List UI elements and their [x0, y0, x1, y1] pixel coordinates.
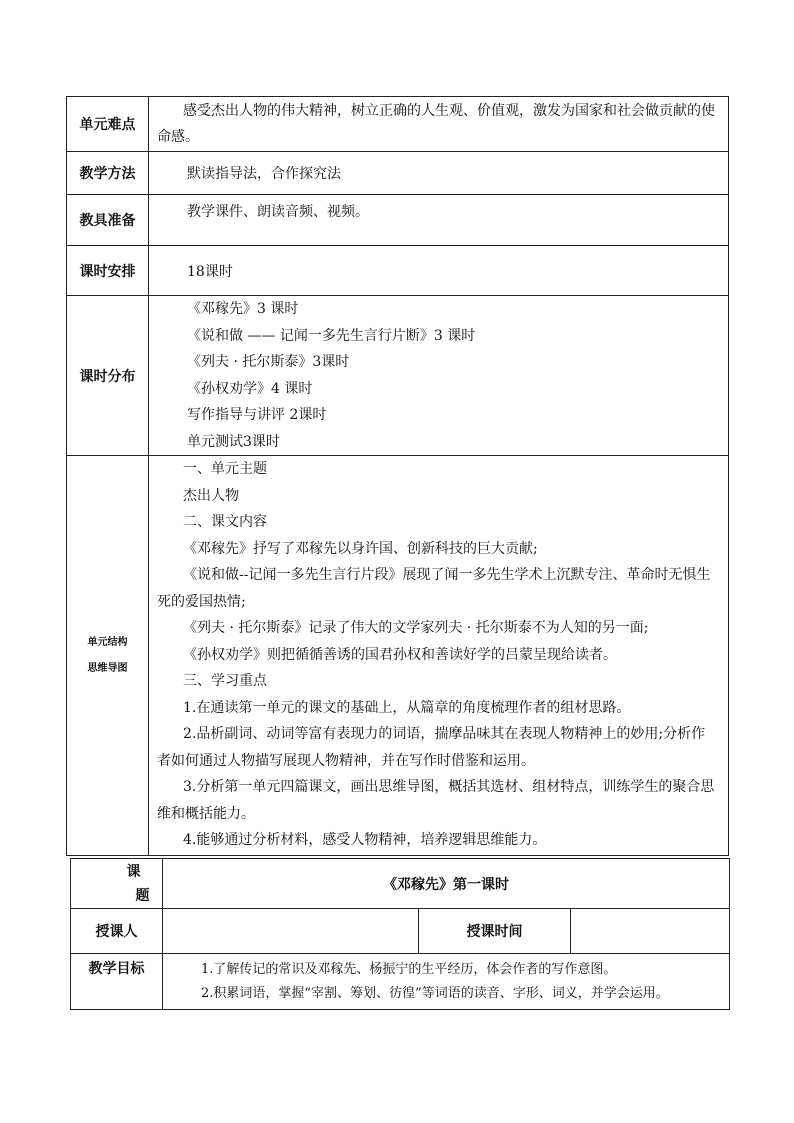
value-distribution	[149, 296, 729, 456]
label-time: 授课时间	[419, 909, 571, 954]
struct-point-4: 4.能够通过分析材料，感受人物精神，培养逻辑思维能力。	[183, 832, 547, 848]
row-distribution	[67, 296, 729, 456]
label-structure-line-2: 思维导图	[87, 662, 128, 674]
struct-text-1: 《邓稼先》抒写了邓稼先以身许国、创新科技的巨大贡献;	[183, 540, 538, 557]
struct-point-1: 1.在通读第一单元的课文的基础上，从篇章的角度梳理作者的组材思路。	[183, 699, 631, 716]
struct-text-3: 《列夫 · 托尔斯泰》记录了伟大的文学家列夫 · 托尔斯泰不为人知的另一面;	[183, 620, 649, 636]
label-structure-line-1: 单元结构	[87, 636, 128, 648]
dist-line-6: 单元测试3课时	[187, 433, 280, 450]
label-topic-2: 题	[135, 887, 150, 904]
label-method: 教学方法	[67, 152, 149, 195]
value-topic: 《邓稼先》第一课时	[163, 859, 730, 909]
value-goals	[163, 954, 730, 1010]
struct-theme: 杰出人物	[183, 487, 239, 504]
value-schedule: 18课时	[149, 246, 729, 296]
goal-1: 1.了解传记的常识及邓稼先、杨振宁的生平经历，体会作者的写作意图。	[201, 962, 617, 977]
label-teacher: 授课人	[71, 909, 163, 954]
lesson-table	[70, 858, 730, 1010]
struct-heading-1: 一、单元主题	[183, 461, 267, 477]
struct-heading-3: 三、学习重点	[183, 673, 267, 689]
goal-2: 2.积累词语，掌握“宰割、筹划、彷徨”等词语的读音、字形、词义，并学会运用。	[201, 986, 669, 1001]
row-topic	[71, 859, 730, 909]
struct-point-2: 2.品析副词、动词等富有表现力的词语，揣摩品味其在表现人物精神上的妙用;分析作者如何通过人物描写展现人物精神，并在写作时借鉴和运用。	[157, 726, 706, 769]
struct-heading-2: 二、课文内容	[183, 514, 267, 530]
dist-line-5: 写作指导与讲评 2课时	[187, 407, 327, 423]
dist-line-3: 《列夫 · 托尔斯泰》3课时	[187, 354, 350, 370]
label-topic-1: 课	[126, 863, 141, 880]
value-structure	[149, 456, 729, 856]
struct-text-2: 《说和做--记闻一多先生言行片段》展现了闻一多先生学术上沉默专注、革命时无惧生死的爱国热情;	[157, 567, 711, 610]
row-schedule	[67, 246, 729, 296]
value-time	[571, 909, 730, 954]
row-method	[67, 152, 729, 195]
label-distribution: 课时分布	[67, 296, 149, 456]
row-structure	[67, 456, 729, 856]
row-goals	[71, 954, 730, 1010]
label-topic	[71, 859, 163, 909]
value-tools: 教学课件、朗读音频、视频。	[149, 195, 729, 246]
value-difficulty: 感受杰出人物的伟大精神，树立正确的人生观、价值观，激发为国家和社会做贡献的使命感。	[149, 97, 729, 152]
label-difficulty: 单元难点	[67, 97, 149, 152]
row-teacher	[71, 909, 730, 954]
label-goals: 教学目标	[71, 954, 163, 1010]
unit-table	[66, 96, 729, 856]
dist-line-4: 《孙权劝学》4 课时	[187, 380, 313, 397]
row-tools	[67, 195, 729, 246]
dist-line-2: 《说和做 —— 记闻一多先生言行片断》3 课时	[187, 327, 476, 344]
label-structure	[67, 456, 149, 856]
value-method: 默读指导法，合作探究法	[149, 152, 729, 195]
dist-line-1: 《邓稼先》3 课时	[187, 301, 299, 317]
row-difficulty	[67, 97, 729, 152]
label-schedule: 课时安排	[67, 246, 149, 296]
struct-point-3: 3.分析第一单元四篇课文，画出思维导图，概括其选材、组材特点，训练学生的聚合思维和概括能力。	[157, 779, 715, 822]
struct-text-4: 《孙权劝学》则把循循善诱的国君孙权和善读好学的吕蒙呈现给读者。	[183, 646, 617, 663]
label-tools: 教具准备	[67, 195, 149, 246]
value-teacher	[163, 909, 419, 954]
